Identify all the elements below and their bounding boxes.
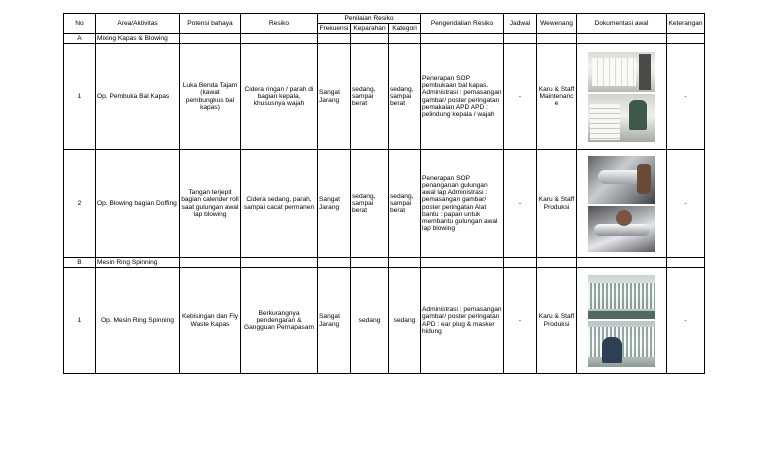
row-frekuensi: Sangat Jarang [318,44,351,150]
row-keterangan: - [667,44,705,150]
header-no: No [64,14,96,34]
row-no: 1 [64,44,96,150]
section-row-a [64,34,705,44]
header-keterangan: Keterangan [667,14,705,34]
row-keterangan: - [667,268,705,374]
row-potensi: Tangan terjepit bagian calender roll saat gulungan awal lap blowing [180,150,241,258]
row-kategori: sedang [389,268,421,374]
section-code: A [64,34,96,44]
section-row-b [64,258,705,268]
lap-doffing-photo [588,206,655,252]
row-area: Op. Mesin Ring Spinning [96,268,180,374]
ring-spinning-line-photo [588,275,655,319]
row-jadwal: - [504,268,537,374]
section-title: Mesin Ring Spinning [96,258,180,268]
row-dokumentasi [577,44,667,150]
row-resiko: Cidera sedang, parah, sampai cacat permanen [241,150,318,258]
row-jadwal: - [504,44,537,150]
row-no: 1 [64,268,96,374]
row-jadwal: - [504,150,537,258]
row-wewenang: Karu & Staff Produksi [537,150,577,258]
row-wewenang: Karu & Staff Maintenance [537,44,577,150]
row-pengendalian: Administrasi : pemasangan gambar/ poster peringatan APD : ear plug & masker hidung [421,268,504,374]
row-keparahan: sedang [351,268,389,374]
section-title: Mixing Kapas & Blowing [96,34,180,44]
row-no: 2 [64,150,96,258]
row-dokumentasi [577,150,667,258]
row-frekuensi: Sangat Jarang [318,268,351,374]
row-potensi: Luka Benda Tajam (kawat pembungkus bal kapas) [180,44,241,150]
row-area: Op. Pembuka Bal Kapas [96,44,180,150]
row-pengendalian: Penerapan SOP pembukaan bal kapas. Administrasi : pemasangan gambar/ poster peringatan pemakaian APD APD : pelindung kepala / wajah [421,44,504,150]
table-row [64,44,705,150]
row-resiko: Berkurangnya pendengaran & Gangguan Pernapasam [241,268,318,374]
section-code: B [64,258,96,268]
bale-opening-photo [588,52,655,92]
header-keparahan: Keparahan [351,24,389,34]
row-kategori: sedang, sampai berat [389,150,421,258]
row-resiko: Cidera ringan / parah di bagian kepala, khususnya wajah [241,44,318,150]
row-dokumentasi [577,268,667,374]
row-keparahan: sedang, sampai berat [351,44,389,150]
row-area: Op. Blowing bagian Doffing [96,150,180,258]
calender-roll-photo [588,156,655,204]
row-frekuensi: Sangat Jarang [318,150,351,258]
header-area: Area/Aktivitas [96,14,180,34]
header-jadwal: Jadwal [504,14,537,34]
header-wewenang: Wewenang [537,14,577,34]
ring-spinning-operator-photo [588,321,655,367]
row-wewenang: Karu & Staff Produksi [537,268,577,374]
header-potensi: Potensi bahaya [180,14,241,34]
header-penilaian: Penilaian Resiko [318,14,421,24]
header-resiko: Resiko [241,14,318,34]
worker-bale-photo [588,94,655,142]
row-keterangan: - [667,150,705,258]
risk-assessment-table [63,13,705,374]
row-keparahan: sedang, sampai berat [351,150,389,258]
header-frekuensi: Frekuensi [318,24,351,34]
row-pengendalian: Penerapan SOP penanganan gulungan awal lap Administrasi : pemasangan gambar/ poster peringatan Alat bantu : papan untuk membantu gulungan awal lap blowing [421,150,504,258]
row-potensi: Kebisingan dan Fly Waste Kapas [180,268,241,374]
row-kategori: sedang, sampai berat [389,44,421,150]
header-pengendalian: Pengendalian Resiko [421,14,504,34]
header-kategori: Kategori [389,24,421,34]
header-dokumentasi: Dokumentasi awal [577,14,667,34]
table-row [64,268,705,374]
table-row [64,150,705,258]
